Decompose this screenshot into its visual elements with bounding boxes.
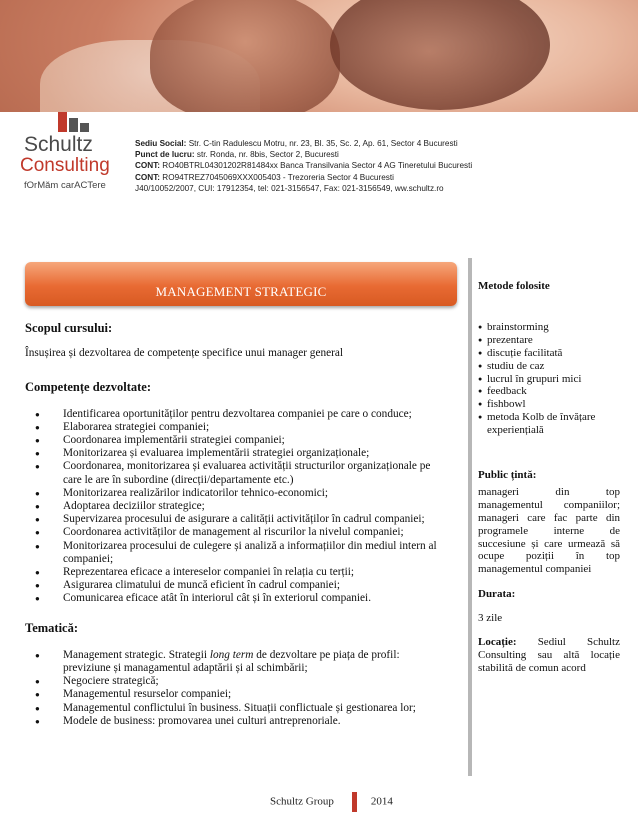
competences-list <box>25 408 440 606</box>
list-item: ● Adoptarea deciziilor strategice; <box>25 500 440 513</box>
logo-bars-icon <box>58 112 90 132</box>
logo-line2: Consulting <box>20 155 110 176</box>
list-item: ● Modele de business: promovarea unei culturi antreprenoriale. <box>25 715 440 728</box>
course-title: MANAGEMENT STRATEGIC <box>155 284 327 299</box>
list-item: ● Monitorizarea și evaluarea implementării strategiei organizaționale; <box>25 447 440 460</box>
duration-heading: Durata: <box>478 588 516 600</box>
list-item: ● prezentare <box>478 334 620 347</box>
methods-section <box>478 280 620 437</box>
list-item: ● Managementul conflictului în business. Situații conflictuale și gestionarea lor; <box>25 702 440 715</box>
competences-heading: Competențe dezvoltate: <box>25 380 151 395</box>
contact-line: CONT: RO40BTRL04301202R81484xx Banca Transilvania Sector 4 AG Tineretului Bucuresti <box>135 161 473 171</box>
footer-separator <box>352 792 357 812</box>
list-item: ● Monitorizarea procesului de culegere și analiză a informațiilor din mediul intern al companiei; <box>25 540 440 566</box>
duration-section <box>478 588 620 625</box>
list-item: ● Management strategic. Strategii long term de dezvoltare pe piața de profil: previziune și managamentul adaptării și al schimbării; <box>25 649 440 675</box>
page-footer <box>270 792 393 812</box>
list-item: ● feedback <box>478 385 620 398</box>
list-item: ● Managementul resurselor companiei; <box>25 688 440 701</box>
location-text: Locație: Sediul Schultz Consulting sau altă locație stabilită de comun acord <box>478 636 620 674</box>
list-item: ● lucrul în grupuri mici <box>478 373 620 386</box>
photo-person-right <box>330 0 550 110</box>
list-item: ● Coordonarea implementării strategiei companiei; <box>25 434 440 447</box>
list-item: ● Comunicarea eficace atât în interiorul cât și în exteriorul companiei. <box>25 592 440 605</box>
methods-heading: Metode folosite <box>478 280 550 292</box>
main-column <box>25 322 440 728</box>
list-item: ● Reprezentarea eficace a intereselor companiei în relația cu terții; <box>25 566 440 579</box>
list-item: ● Coordonarea activităților de management al riscurilor la nivelul companiei; <box>25 526 440 539</box>
scope-heading: Scopul cursului: <box>25 321 113 335</box>
course-title-banner <box>25 262 457 306</box>
logo-line1: Schultz <box>24 133 93 156</box>
contact-line: Punct de lucru: str. Ronda, nr. 8bis, Sector 2, Bucuresti <box>135 150 339 160</box>
topics-list <box>25 649 440 728</box>
list-item: ● studiu de caz <box>478 360 620 373</box>
list-item: ● Asigurarea climatului de muncă eficient în cadrul companiei; <box>25 579 440 592</box>
company-logo <box>18 112 138 200</box>
list-item: ● Coordonarea, monitorizarea și evaluarea activității structurilor organizaționale pe care le are în subordine (direcții/departamente etc.) <box>25 460 440 486</box>
list-item: ● metoda Kolb de învățare experiențială <box>478 411 620 437</box>
target-text: manageri din top managementul companiilor; manageri care fac parte din programele interne de succesiune și care urmează să ocupe poziții în top managementul companiei <box>478 485 620 576</box>
list-item: ● Negociere strategică; <box>25 675 440 688</box>
list-item: ● brainstorming <box>478 321 620 334</box>
footer-company: Schultz Group <box>270 795 334 808</box>
contact-line: Sediu Social: Str. C-tin Radulescu Motru, nr. 23, Bl. 35, Sc. 2, Ap. 61, Sector 4 Bucuresti <box>135 139 458 148</box>
contact-block <box>135 138 635 194</box>
list-item: ● fishbowl <box>478 398 620 411</box>
list-item: ● Monitorizarea realizărilor indicatorilor tehnico-economici; <box>25 487 440 500</box>
column-divider <box>468 258 472 776</box>
topics-heading: Tematică: <box>25 620 78 635</box>
logo-tagline: fOrMăm carACTere <box>24 180 106 191</box>
target-section <box>478 469 620 576</box>
location-section <box>478 636 620 675</box>
duration-value: 3 zile <box>478 611 503 624</box>
scope-text: Însușirea și dezvoltarea de competențe specifice unui manager general <box>25 347 344 360</box>
list-item: ● Supervizarea procesului de asigurare a calității activităților în cadrul companiei; <box>25 513 440 526</box>
contact-line: CONT: RO94TREZ7045069XXX005403 - Trezoreria Sector 4 Bucuresti <box>135 172 394 182</box>
photo-person-center <box>150 0 340 120</box>
list-item: ● Identificarea oportunităților pentru dezvoltarea companiei pe care o conduce; <box>25 408 440 421</box>
target-heading: Public țintă: <box>478 469 537 481</box>
list-item: ● Elaborarea strategiei companiei; <box>25 421 440 434</box>
methods-list <box>478 321 620 437</box>
contact-line: J40/10052/2007, CUI: 17912354, tel: 021-3156547, Fax: 021-3156549, ww.schultz.ro <box>135 183 444 193</box>
list-item: ● discuție facilitată <box>478 347 620 360</box>
footer-year: 2014 <box>370 795 393 808</box>
